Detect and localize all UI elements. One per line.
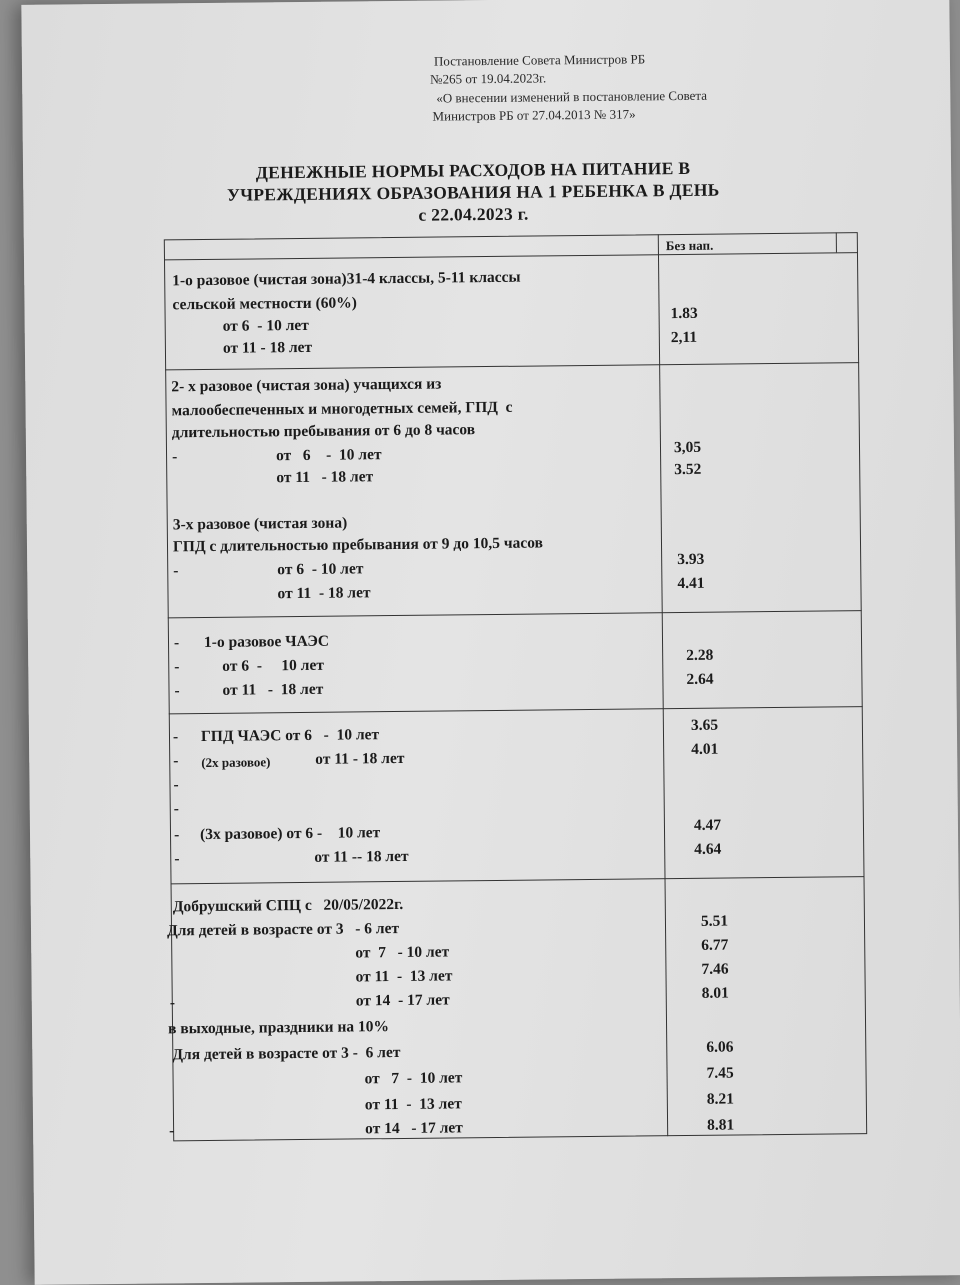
age-range: от 11 - 13 лет — [364, 1095, 462, 1114]
dash-marker: - — [174, 850, 180, 868]
section-label: 1-о разовое (чистая зона)31-4 классы, 5-11 классы — [172, 268, 521, 290]
age-range: от 7 - 10 лет — [364, 1069, 463, 1088]
norm-value: 7.46 — [701, 960, 729, 978]
section-label: в выходные, праздники на 10% — [167, 1018, 390, 1038]
age-range: от 6 - 10 лет — [275, 446, 382, 465]
header-cell-divider — [836, 232, 837, 252]
norm-value: 5.51 — [700, 912, 729, 930]
age-range: от 6 - 10 лет — [277, 560, 364, 579]
age-range: от 11 - 18 лет — [277, 584, 371, 603]
age-range: от 11 - 18 лет — [222, 338, 313, 357]
decree-line: Постановление Совета Министров РБ — [433, 51, 646, 69]
dash-marker: - — [169, 1122, 175, 1140]
norm-value: 1.83 — [670, 304, 698, 323]
section-label: ГПД с длительностью пребывания от 9 до 10,5 часов — [172, 534, 543, 556]
age-range: от 6 - 10 лет — [222, 316, 309, 335]
dash-marker: - — [173, 826, 180, 844]
norm-value: 4.01 — [691, 740, 719, 758]
norm-value: 3.93 — [677, 550, 705, 569]
meal-count-note: (2х разовое) — [201, 754, 271, 771]
section-label: 2- х разовое (чистая зона) учащихся из — [171, 375, 442, 396]
section-label: 1-о разовое ЧАЭС — [203, 632, 330, 652]
norm-value: 3.52 — [674, 460, 702, 479]
decree-line: №265 от 19.04.2023г. — [430, 70, 547, 87]
section-label: (3х разовое) от 6 - 10 лет — [199, 824, 381, 844]
age-range: от 7 - 10 лет — [355, 943, 450, 962]
norm-value: 4.47 — [693, 816, 722, 834]
dash-marker: - — [171, 448, 178, 466]
dash-marker: - — [172, 728, 179, 746]
norm-value: 4.41 — [677, 574, 705, 593]
dash-marker: - — [173, 776, 179, 794]
dash-marker: - — [173, 752, 179, 770]
dash-marker: - — [173, 562, 179, 580]
section-label: малообеспеченных и многодетных семей, ГПД с — [171, 398, 513, 420]
age-range: от 6 - 10 лет — [222, 656, 324, 675]
age-range: от 11 -- 18 лет — [314, 847, 409, 866]
dash-marker: - — [173, 634, 180, 652]
decree-line: Министров РБ от 27.04.2013 № 317» — [432, 106, 636, 124]
norm-value: 2,11 — [670, 328, 698, 347]
norm-value: 6.06 — [706, 1038, 734, 1056]
age-range: от 11 - 18 лет — [276, 468, 374, 487]
norm-value: 3,05 — [673, 438, 702, 457]
age-range: от 14 - 17 лет — [365, 1119, 463, 1138]
norm-value: 4.64 — [694, 840, 722, 858]
column-header: Без нап. — [665, 237, 714, 254]
dash-marker: - — [174, 682, 180, 700]
age-range: от 11 - 13 лет — [355, 967, 453, 986]
section-label: сельской местности (60%) — [172, 294, 357, 314]
norm-value: 2.64 — [686, 670, 714, 688]
section-label: ГПД ЧАЭС от 6 - 10 лет — [200, 726, 380, 746]
section-label: длительностью пребывания от 6 до 8 часов — [171, 421, 476, 442]
age-range: от 11 - 18 лет — [222, 680, 324, 699]
decree-line: «О внесении изменений в постановление Совета — [436, 87, 708, 106]
section-label: 3-х разовое (чистая зона) — [172, 514, 348, 534]
decree-reference — [21, 0, 949, 124]
norm-value: 8.81 — [707, 1116, 735, 1134]
dash-marker: - — [174, 658, 180, 676]
age-range: от 14 - 17 лет — [355, 991, 450, 1010]
age-range: Для детей в возрасте от 3 - 6 лет — [166, 919, 400, 940]
norm-value: 3.65 — [690, 716, 719, 734]
title-line: ДЕНЕЖНЫЕ НОРМЫ РАСХОДОВ НА ПИТАНИЕ В — [255, 157, 691, 183]
age-range: Для детей в возрасте от 3 - 6 лет — [172, 1043, 401, 1064]
norm-value: 6.77 — [701, 936, 729, 954]
norm-value: 8.21 — [706, 1090, 735, 1108]
age-range: от 11 - 18 лет — [315, 749, 405, 768]
dash-marker: - — [173, 800, 180, 818]
norm-value: 7.45 — [706, 1064, 734, 1082]
title-line: с 22.04.2023 г. — [418, 203, 529, 225]
document-sheet — [21, 0, 960, 1285]
title-line: УЧРЕЖДЕНИЯХ ОБРАЗОВАНИЯ НА 1 РЕБЕНКА В ДЕНЬ — [226, 179, 720, 205]
norm-value: 2.28 — [686, 646, 714, 664]
dash-marker: - — [169, 994, 176, 1012]
section-label: Добрушский СПЦ с 20/05/2022г. — [172, 895, 404, 916]
norm-value: 8.01 — [701, 984, 729, 1002]
